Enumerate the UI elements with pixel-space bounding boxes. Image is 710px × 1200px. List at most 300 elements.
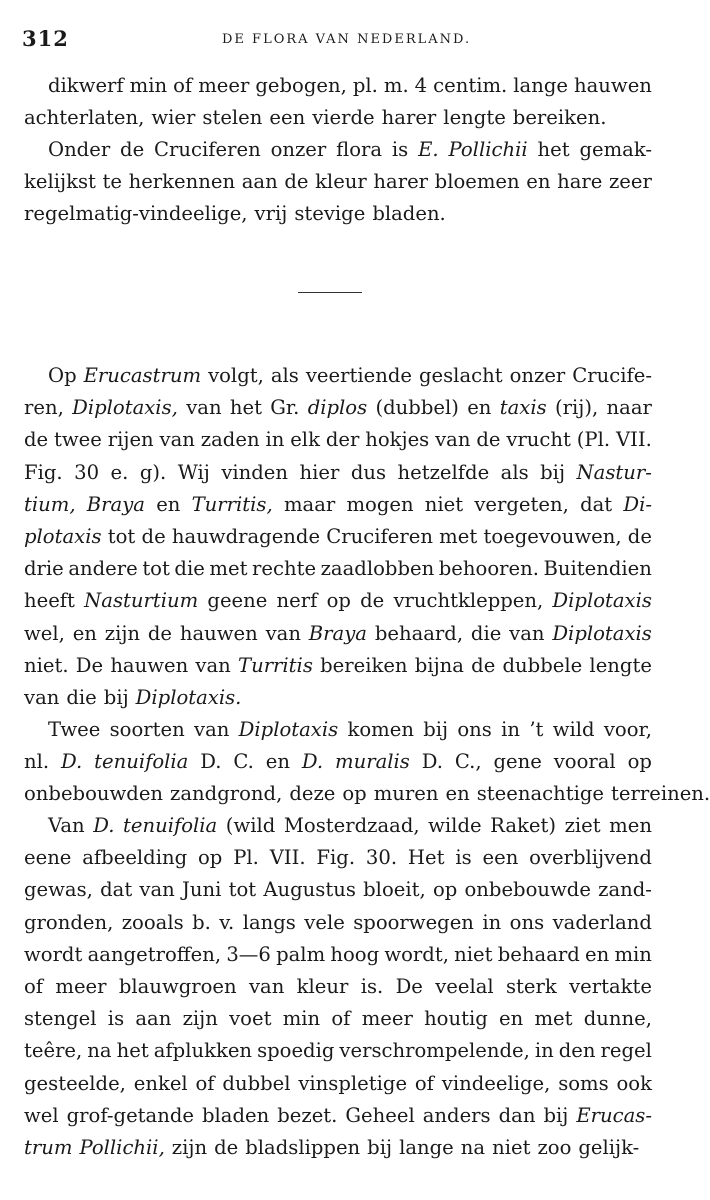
word: is [455, 846, 472, 870]
word: in [265, 428, 285, 452]
word: bloeit, [363, 878, 426, 902]
word: gewas, [24, 878, 93, 902]
word: min [614, 942, 652, 966]
word: ook [616, 1071, 652, 1095]
word: heeft [24, 589, 75, 613]
text-line [24, 618, 652, 650]
word: bloemen [434, 170, 520, 194]
word: Geheel [345, 1103, 415, 1127]
word: drie [24, 557, 64, 581]
word: en [156, 492, 181, 516]
word: is [107, 1007, 125, 1031]
word: niet [454, 942, 493, 966]
word: muren [373, 782, 439, 806]
word: van [435, 428, 471, 452]
word: wild [552, 718, 595, 741]
word: bijna [414, 653, 464, 677]
word: Fig. [24, 460, 63, 484]
word: palm [276, 942, 326, 966]
word: zooals [121, 910, 184, 934]
text-line [24, 521, 652, 553]
word: Het [407, 846, 445, 870]
text-line [24, 971, 652, 1003]
word: veertiende [305, 364, 412, 387]
word: spoedig [257, 1039, 335, 1063]
word: D. [200, 750, 222, 774]
word: aan [135, 1007, 172, 1031]
italic-word: diplos [307, 396, 368, 420]
word: flora [336, 138, 383, 161]
word: (Pl. [576, 428, 611, 452]
word: (rij), [554, 396, 599, 420]
text-line [24, 392, 652, 424]
word: dubbele [502, 653, 583, 677]
word: maar [283, 492, 336, 516]
word: of [414, 1071, 434, 1095]
word: lange [513, 74, 568, 97]
word: het [229, 396, 262, 420]
word: C. [233, 750, 254, 774]
word: en [585, 942, 610, 966]
italic-word: Diplotaxis, [72, 396, 178, 420]
italic-word: D. [301, 750, 324, 774]
word: en [265, 750, 290, 774]
word: de [284, 170, 309, 194]
word: die [66, 685, 97, 709]
word: twee [54, 428, 102, 452]
word: 3—6 [226, 942, 271, 966]
word: zijn [171, 1135, 208, 1159]
word: D. [421, 750, 443, 774]
word: gesteelde, [24, 1071, 126, 1095]
word: tot [107, 524, 136, 548]
word: centim. [433, 74, 508, 97]
word: v. [219, 910, 235, 934]
word: van [139, 878, 175, 902]
word: bij [540, 460, 566, 484]
word: g). [139, 460, 167, 484]
word: behaard, [374, 621, 464, 645]
word: min [129, 74, 168, 97]
text-line [24, 457, 652, 489]
italic-word: Nasturtium [84, 589, 199, 613]
word: vrij [254, 202, 288, 226]
word: bij [423, 718, 449, 741]
text-line [24, 778, 710, 810]
word: den [558, 1039, 596, 1063]
word: komen [347, 718, 414, 741]
italic-word: Turritis [238, 653, 313, 677]
word: ’t [529, 718, 544, 741]
text-line [24, 198, 652, 230]
word: veelal [435, 974, 494, 998]
word: tot [228, 878, 257, 902]
word: dunne, [583, 1007, 652, 1031]
word: hokjes [365, 428, 430, 452]
word: niet [492, 1135, 531, 1159]
word: is [391, 138, 409, 161]
word: naar [606, 396, 652, 420]
word: behooren. [438, 557, 539, 581]
word: in [501, 718, 521, 741]
word: gemak- [579, 138, 652, 161]
word: aangetroffen, [87, 942, 222, 966]
word: lengte [443, 106, 506, 130]
word: op [326, 589, 351, 613]
word: meer [198, 74, 250, 97]
word: lange [399, 1135, 454, 1159]
word: stelen [202, 106, 263, 130]
word: rijen [107, 428, 154, 452]
word: de [141, 524, 166, 548]
word: een [482, 846, 519, 870]
word: achterlaten, [24, 106, 145, 130]
word: de [214, 1135, 239, 1159]
word: lengte [589, 653, 652, 677]
word: is. [360, 974, 384, 998]
text-line [24, 842, 652, 874]
word: zeer [608, 170, 652, 194]
word: Augustus [263, 878, 356, 902]
word: bladen. [372, 202, 446, 226]
text-line [24, 939, 652, 971]
word: bij [103, 685, 129, 709]
word: ren, [24, 396, 64, 420]
word: hauwen [574, 74, 652, 97]
word: zaden [200, 428, 260, 452]
word: zijn [182, 1007, 218, 1031]
text-line [24, 360, 652, 392]
word: dikwerf [48, 74, 124, 97]
word: regelmatig-vindeelige, [24, 202, 248, 226]
word: met [534, 1007, 573, 1031]
word: vaderland [552, 910, 652, 934]
word: onzer [509, 364, 566, 387]
word: zand- [598, 878, 652, 902]
word: regel [600, 1039, 652, 1063]
word: op [627, 750, 652, 774]
word: vrucht [506, 428, 571, 452]
word: stengel [24, 1007, 97, 1031]
word: andere [68, 557, 138, 581]
word: en [72, 621, 97, 645]
word: VII. [615, 428, 652, 452]
word: gene [493, 750, 542, 774]
word: Op [48, 364, 77, 387]
word: van [509, 621, 545, 645]
word: sterk [505, 974, 557, 998]
text-line [24, 714, 652, 746]
word: min [282, 1007, 321, 1031]
italic-word: trum [24, 1135, 73, 1159]
word: bladen [201, 1103, 270, 1127]
word: hier [299, 460, 340, 484]
word: meer [361, 1007, 413, 1031]
word: deze [289, 782, 336, 806]
word: afplukken [153, 1039, 253, 1063]
word: hetzelfde [397, 460, 490, 484]
word: van [186, 396, 222, 420]
word: dus [350, 460, 387, 484]
word: e. [110, 460, 129, 484]
word: geslacht [418, 364, 503, 387]
word: vierde [312, 106, 375, 130]
word: wordt, [384, 942, 449, 966]
text-line [24, 134, 652, 166]
word: de [147, 621, 173, 645]
word: van [194, 718, 230, 741]
word: hauwen [110, 653, 189, 677]
word: Juni [182, 878, 222, 902]
word: of [195, 1071, 215, 1095]
word: terreinen. [611, 782, 710, 806]
text-line [24, 746, 652, 778]
word: Fig. [316, 846, 356, 870]
word: wilde [428, 814, 482, 837]
word: wel, [24, 621, 65, 645]
word: langs [242, 910, 296, 934]
word: de [476, 428, 501, 452]
word: op [342, 782, 367, 806]
word: kleur [315, 170, 367, 194]
word: wel [24, 1103, 59, 1127]
word: afbeelding [82, 846, 188, 870]
word: van [248, 974, 285, 998]
word: als [270, 364, 299, 387]
italic-word: Braya [308, 621, 367, 645]
word: hoog [330, 942, 380, 966]
italic-word: Diplotaxis. [135, 685, 242, 709]
text-line [24, 650, 652, 682]
word: grof-getande [66, 1103, 194, 1127]
word: vinspletige [298, 1071, 408, 1095]
word: vruchtkleppen, [393, 589, 544, 613]
text-line [24, 424, 652, 456]
word: vele [304, 910, 345, 934]
word: vertakte [569, 974, 652, 998]
word: dat [100, 878, 133, 902]
word: zijn [104, 621, 141, 645]
word: Buitendien [543, 557, 652, 581]
word: voor, [603, 718, 652, 741]
word: de [627, 524, 652, 548]
word: soorten [109, 718, 185, 741]
word: teêre, [24, 1039, 83, 1063]
word: in [482, 910, 502, 934]
word: vinden [221, 460, 289, 484]
italic-word: Diplotaxis [238, 718, 339, 741]
word: te [102, 170, 122, 194]
word: ons [457, 718, 492, 741]
word: met [209, 557, 248, 581]
word: die [174, 557, 205, 581]
text-line [24, 166, 652, 198]
word: die [470, 621, 502, 645]
word: mogen [346, 492, 414, 516]
word: zoo [537, 1135, 572, 1159]
word: (wild [225, 814, 276, 837]
word: eene [24, 846, 72, 870]
word: tot [142, 557, 170, 581]
word: men [609, 814, 652, 837]
word: de [360, 589, 385, 613]
word: na [87, 1039, 112, 1063]
paragraph-4 [24, 714, 710, 811]
word: nerf [276, 589, 318, 613]
word: van [265, 621, 301, 645]
paragraph-5 [24, 810, 652, 1164]
word: het [116, 1039, 149, 1063]
word: Gr. [270, 396, 300, 420]
word: in [534, 1039, 554, 1063]
word: voet [229, 1007, 272, 1031]
word: anders [422, 1103, 491, 1127]
text-line [24, 907, 652, 939]
italic-word: Braya [86, 492, 145, 516]
word: (dubbel) [375, 396, 459, 420]
word: Mosterdzaad, [283, 814, 420, 837]
running-title: DE FLORA VAN NEDERLAND. [222, 32, 472, 47]
paragraph-1 [24, 70, 652, 134]
word: van [195, 653, 231, 677]
word: steenachtige [476, 782, 605, 806]
word: hauwdragende [171, 524, 321, 548]
word: Van [48, 814, 85, 837]
word: harer [381, 106, 437, 130]
word: de [24, 428, 49, 452]
text-line [24, 102, 652, 134]
word: 30. [365, 846, 398, 870]
page-number: 312 [22, 26, 69, 51]
word: blauwgroen [118, 974, 237, 998]
italic-word: Pollichii, [79, 1135, 165, 1159]
word: als [500, 460, 529, 484]
word: niet [424, 492, 464, 516]
running-header [22, 26, 658, 52]
word: b. [192, 910, 211, 934]
word: na [460, 1135, 486, 1159]
word: De [75, 653, 104, 677]
italic-word: D. [61, 750, 83, 774]
word: hare [557, 170, 603, 194]
text-line [24, 70, 652, 102]
word: geene [207, 589, 268, 613]
text-line [24, 585, 652, 617]
text-line [24, 553, 652, 585]
word: Twee [48, 718, 101, 741]
italic-word: E. [418, 138, 439, 161]
word: kelijkst [24, 170, 96, 194]
word: bladslippen [245, 1135, 361, 1159]
italic-word: plotaxis [24, 524, 102, 548]
italic-word: tium, [24, 492, 76, 516]
word: van [159, 428, 195, 452]
word: dubbel [222, 1071, 291, 1095]
text-line [24, 489, 652, 521]
word: gronden, [24, 910, 114, 934]
word: vindeelige, [441, 1071, 551, 1095]
word: nl. [24, 750, 50, 774]
word: wier [151, 106, 196, 130]
word: kleur [296, 974, 349, 998]
word: een [269, 106, 306, 130]
word: ons [509, 910, 545, 934]
word: behaard [497, 942, 580, 966]
word: de [120, 138, 145, 161]
italic-word: Di- [623, 492, 652, 516]
word: onbebouwde [464, 878, 591, 902]
word: onzer [270, 138, 327, 161]
italic-word: Erucas- [576, 1103, 652, 1127]
word: verschrompelende, [339, 1039, 530, 1063]
italic-word: tenuifolia [94, 750, 189, 774]
word: Cruciferen [154, 138, 261, 161]
word: 4 [414, 74, 428, 97]
word: volgt, [208, 364, 264, 387]
word: bereiken. [512, 106, 607, 130]
word: en [499, 1007, 524, 1031]
word: zaadlobben [320, 557, 435, 581]
word: zandgrond, [170, 782, 283, 806]
word: stevige [294, 202, 366, 226]
word: m. [383, 74, 409, 97]
paragraph-2 [24, 134, 652, 231]
word: ziet [564, 814, 601, 837]
word: toegevouwen, [483, 524, 622, 548]
word: gebogen, [255, 74, 347, 97]
word: Crucife- [572, 364, 652, 387]
word: of [331, 1007, 351, 1031]
text-line [24, 682, 652, 714]
word: herkennen [128, 170, 236, 194]
italic-word: Turritis, [191, 492, 273, 516]
word: vooral [553, 750, 616, 774]
word: overblijvend [529, 846, 652, 870]
word: meer [55, 974, 107, 998]
word: onbebouwden [24, 782, 164, 806]
word: dat [580, 492, 613, 516]
word: met [439, 524, 478, 548]
word: Raket) [490, 814, 557, 837]
word: soms [558, 1071, 609, 1095]
italic-word: Nastur- [576, 460, 652, 484]
text-line [24, 1003, 652, 1035]
word: 30 [74, 460, 100, 484]
word: op [198, 846, 223, 870]
italic-word: Pollichii [448, 138, 528, 161]
word: de [471, 653, 496, 677]
italic-word: muralis [335, 750, 410, 774]
word: niet. [24, 653, 69, 677]
word: Pl. [233, 846, 259, 870]
word: bij [543, 1103, 569, 1127]
word: het [537, 138, 570, 161]
word: wordt [24, 942, 83, 966]
word: enkel [133, 1071, 188, 1095]
section-divider [298, 292, 362, 293]
word: van [24, 685, 60, 709]
text-line [24, 874, 652, 906]
italic-word: Erucastrum [83, 364, 202, 387]
word: dan [498, 1103, 536, 1127]
word: spoorwegen [353, 910, 474, 934]
text-line [24, 1100, 652, 1132]
word: op [432, 878, 458, 902]
word: vergeten, [474, 492, 569, 516]
word: bereiken [320, 653, 408, 677]
word: aan [241, 170, 278, 194]
word: en [526, 170, 551, 194]
